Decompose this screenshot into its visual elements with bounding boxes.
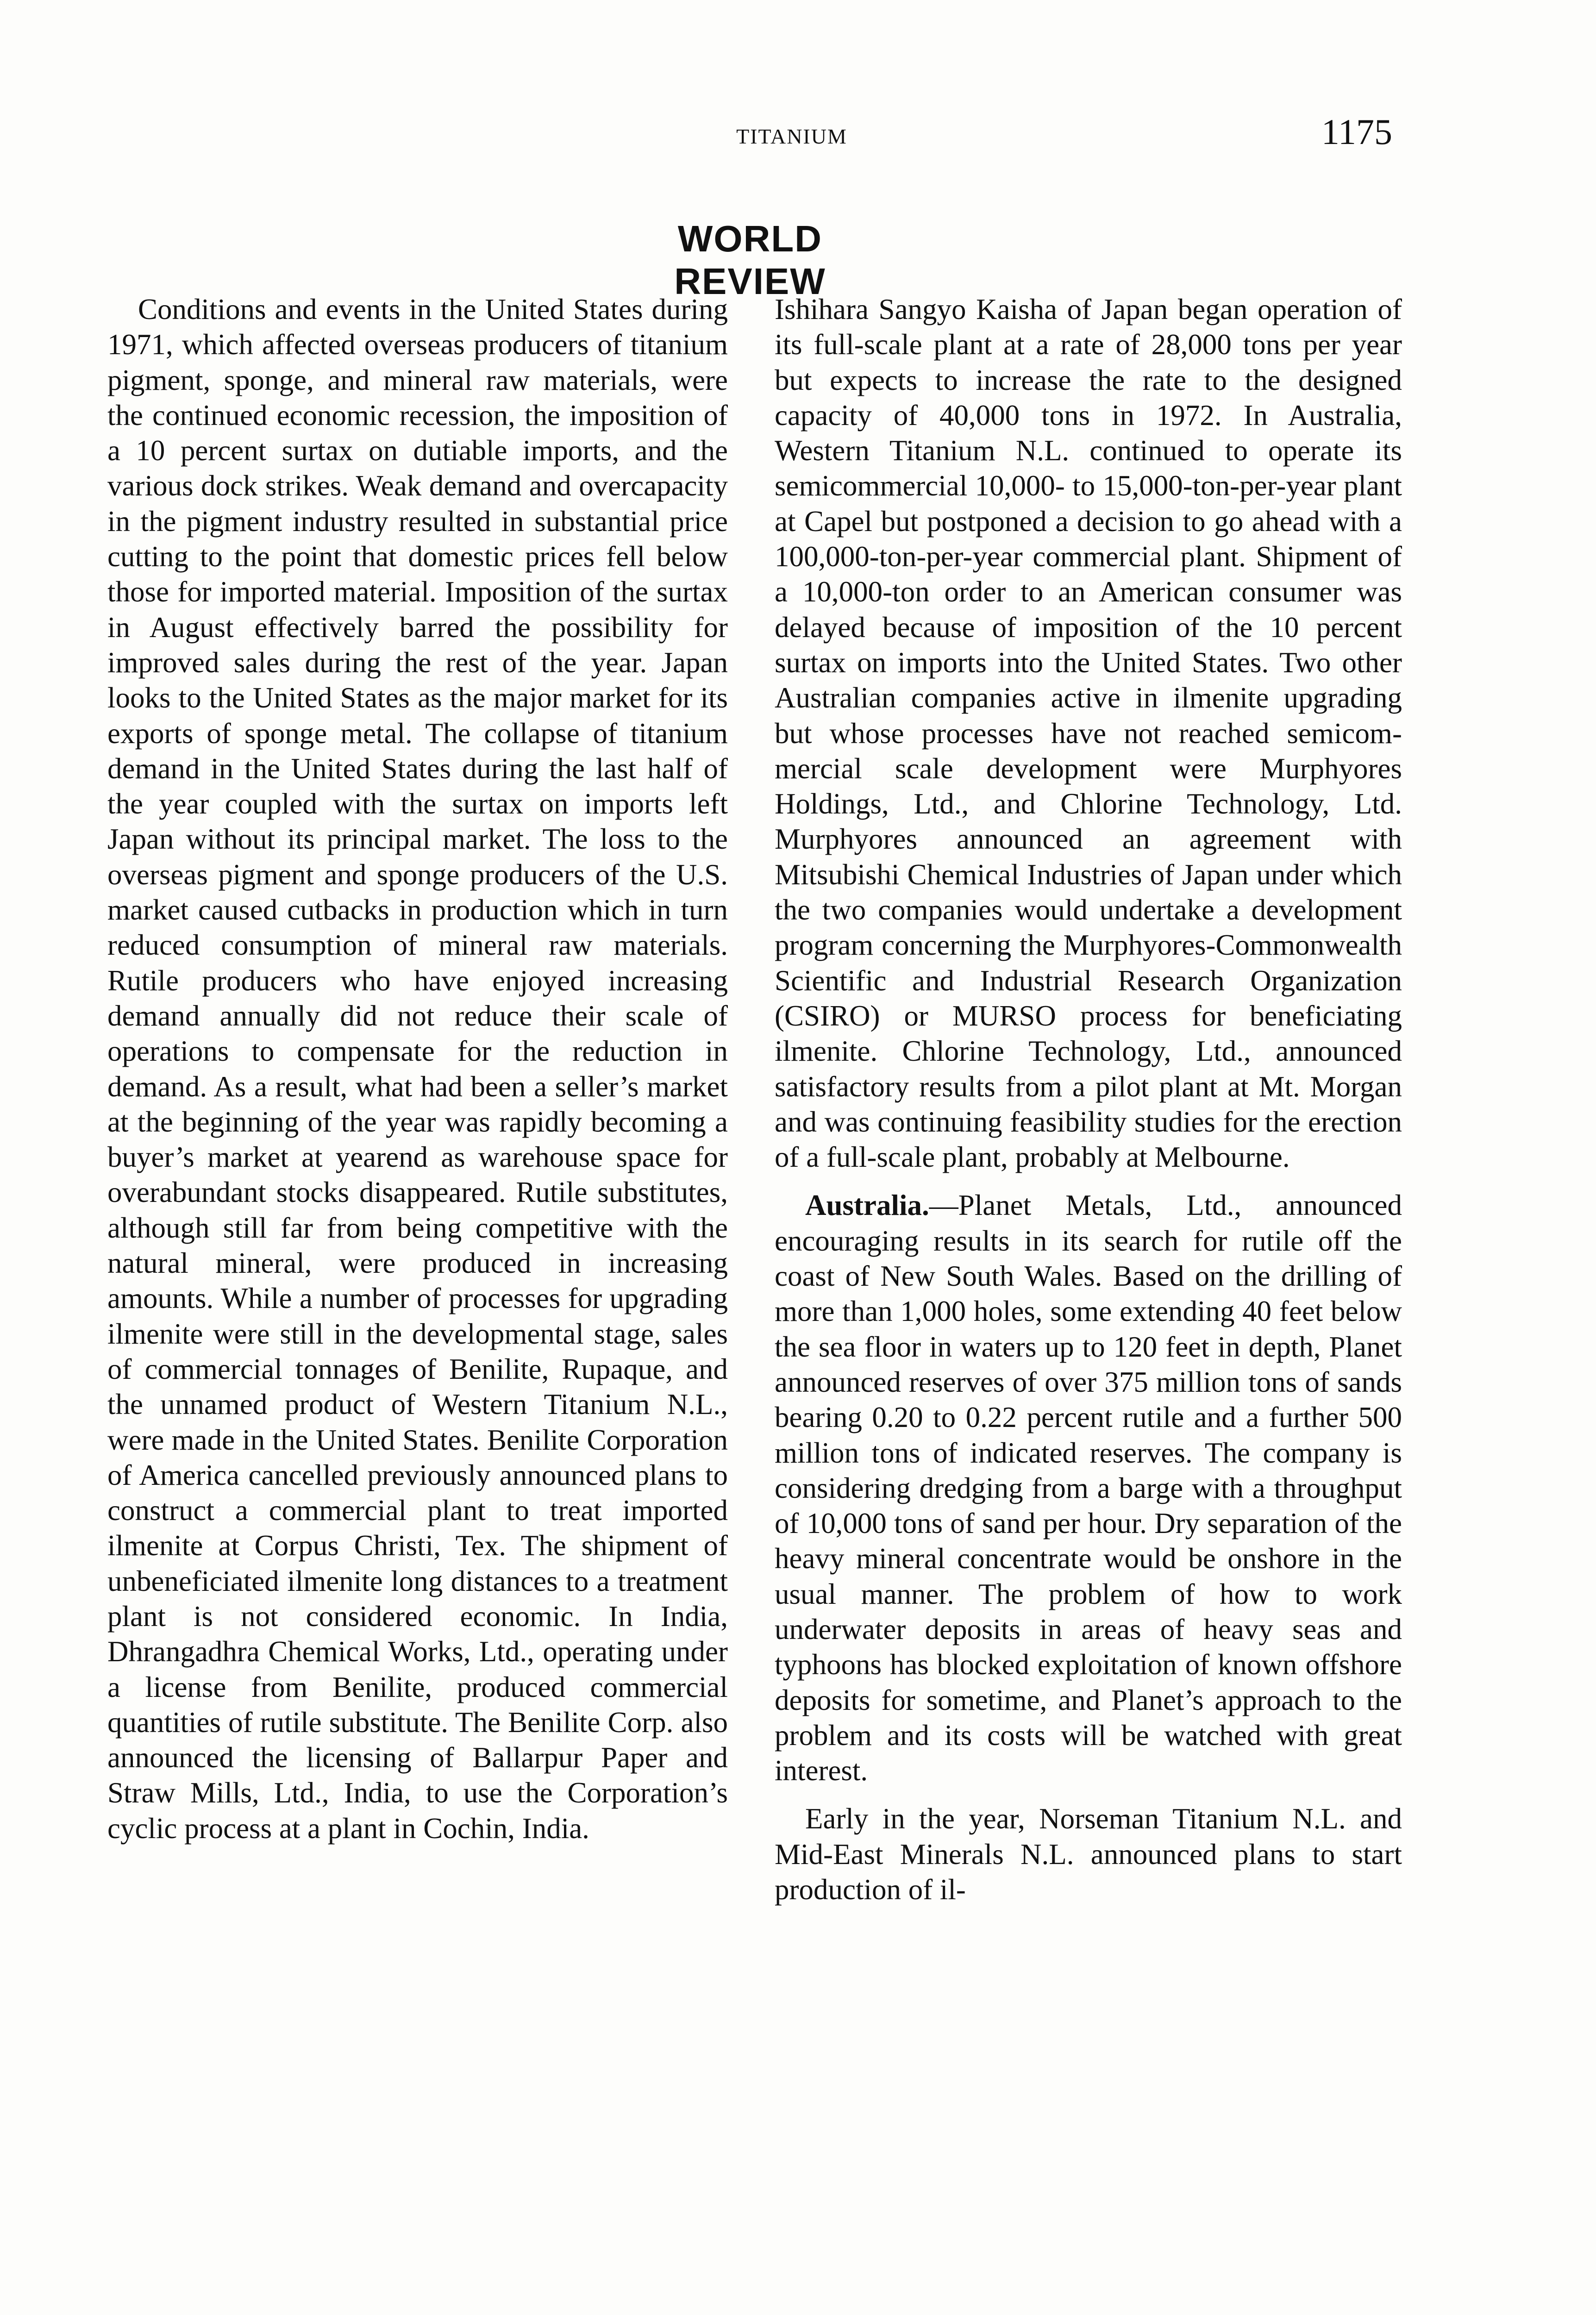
right-column <box>775 292 1402 1907</box>
running-head: TITANIUM <box>736 125 847 148</box>
paragraph-norseman: Early in the year, Norseman Titanium N.L. and Mid-East Minerals N.L. announced plans to start production of il- <box>775 1802 1402 1906</box>
australia-body-text: —Planet Metals, Ltd., announced encouraging results in its search for rutile off the coast of New South Wales. Based on the drilling of more than 1,000 holes, some extending 40 feet below the sea floor in waters up to 120 feet in depth, Planet announced reserves of over 375 million tons of sands bearing 0.20 to 0.22 percent rutile and a further 500 million tons of indicated reserves. The company is considering dredging from a barge with a throughput of 10,000 tons of sand per hour. Dry separation of the heavy mineral concentrate would be onshore in the usual manner. The problem of how to work underwater deposits in areas of heavy seas and typhoons has blocked exploitation of known offshore deposits for sometime, and Planet’s approach to the problem and its costs will be watched with great interest. <box>775 1189 1402 1787</box>
section-title: WORLD REVIEW <box>674 218 826 302</box>
country-heading-australia: Australia. <box>805 1189 929 1222</box>
paragraph-continuation: Ishihara Sangyo Kaisha of Japan began operation of its full-scale plant at a rate of 28,000 tons per year but expects to increase the rate to the designed capacity of 40,000 tons in 1972. In Australia, Western Titanium N.L. continued to operate its semicommercial 10,000- to 15,000-ton-per-year plant at Capel but postponed a decision to go ahead with a 100,000-ton-per-year commercial plant. Shipment of a 10,000-ton order to an American consumer was delayed because of imposition of the 10 percent surtax on imports into the United States. Two other Australian companies active in ilmenite upgrading but whose processes have not reached semicommercial scale development were Murphyores Holdings, Ltd., and Chlorine Technology, Ltd. Murphyores announced an agreement with Mitsubishi Chemical Industries of Japan under which the two companies would undertake a development program concerning the Murphyores-Commonwealth Scientific and Industrial Research Organization (CSIRO) or MURSO process for beneficiating ilmenite. Chlorine Technology, Ltd., announced satisfactory results from a pilot plant at Mt. Morgan and was continuing feasibility studies for the erection of a full-scale plant, probably at Melbourne. <box>775 293 1402 1174</box>
page-number: 1175 <box>1321 112 1392 152</box>
paragraph-australia <box>775 1188 1402 1788</box>
left-column <box>107 292 728 1846</box>
paragraph-world-review-intro: Conditions and events in the United States during 1971, which affected overseas producers of titanium pigment, sponge, and mineral raw materials, were the continued economic recession, the imposition of a 10 percent surtax on dutiable imports, and the various dock strikes. Weak demand and overcapacity in the pigment industry resulted in substantial price cutting to the point that domestic prices fell below those for imported material. Imposition of the surtax in August effectively barred the possibility for improved sales during the rest of the year. Japan looks to the United States as the major market for its exports of sponge metal. The collapse of titanium demand in the United States during the last half of the year coupled with the surtax on imports left Japan without its principal market. The loss to the overseas pigment and sponge producers of the U.S. market caused cutbacks in production which in turn reduced consumption of mineral raw materials. Rutile producers who have enjoyed increasing demand annually did not reduce their scale of operations to compensate for the reduction in demand. As a result, what had been a seller’s market at the beginning of the year was rapidly becoming a buyer’s market at yearend as warehouse space for overabundant stocks disappeared. Rutile substitutes, although still far from being competitive with the natural mineral, were produced in increasing amounts. While a number of processes for upgrading ilmenite were still in the developmental stage, sales of commercial tonnages of Benilite, Rupaque, and the unnamed product of Western Titanium N.L., were made in the United States. Benilite Corporation of America cancelled previously announced plans to construct a commercial plant to treat imported ilmenite at Corpus Christi, Tex. The shipment of unbeneficiated ilmenite long distances to a treatment plant is not considered economic. In India, Dhrangadhra Chemical Works, Ltd., operating under a license from Benilite, produced commercial quantities of rutile substitute. The Benilite Corp. also announced the licensing of Ballarpur Paper and Straw Mills, Ltd., India, to use the Corporation’s cyclic process at a plant in Cochin, India. <box>107 293 728 1845</box>
